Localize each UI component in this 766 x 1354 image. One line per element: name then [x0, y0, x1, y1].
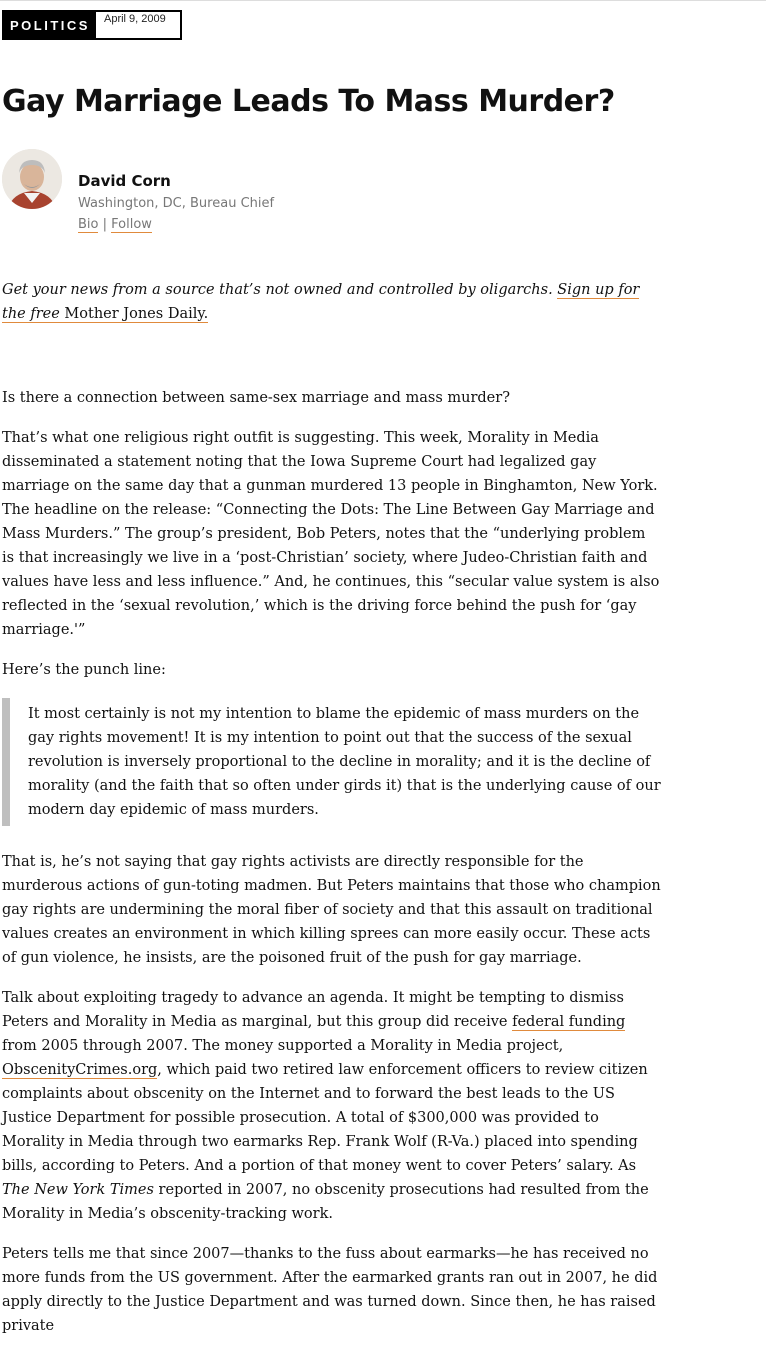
p5-text-c: , which paid two retired law enforcement officers to review citizen complaints about obscenity on the Internet and to forward the best leads to the US Justice Department for possible prosecution. A total of $300,000 was provided to Morality in Media through two earmarks Rep. Frank Wolf (R-Va.) placed into spending bills, according to Peters. And a portion of that money went to cover Peters’ salary. As: [2, 1062, 648, 1174]
author-photo-icon: [2, 149, 62, 209]
p5-text-d: reported in 2007, no obscenity prosecutions had resulted from the Morality in Media’s obscenity-tracking work.: [2, 1182, 649, 1222]
paragraph-4: That is, he’s not saying that gay rights activists are directly responsible for the murderous actions of gun-toting madmen. But Peters maintains that those who champion gay rights are undermining the moral fiber of society and that this assault on traditional values creates an environment in which killing sprees can more easily occur. These acts of gun violence, he insists, are the poisoned fruit of the push for gay marriage.: [2, 854, 661, 966]
bio-link[interactable]: Bio: [78, 217, 99, 232]
category-tag[interactable]: POLITICS: [4, 12, 96, 38]
article-title: Gay Marriage Leads To Mass Murder?: [2, 84, 615, 119]
pull-quote: [2, 698, 662, 826]
author-links: [78, 217, 152, 232]
p5-text-b: from 2005 through 2007. The money supported a Morality in Media project,: [2, 1038, 564, 1054]
paragraph-3: Here’s the punch line:: [2, 662, 166, 678]
follow-link[interactable]: Follow: [111, 217, 152, 232]
nyt-title: The New York Times: [2, 1182, 154, 1198]
federal-funding-link[interactable]: federal funding: [512, 1014, 626, 1030]
author-role: Washington, DC, Bureau Chief: [78, 196, 275, 211]
publish-date: April 9, 2009: [104, 13, 166, 25]
paragraph-1: Is there a connection between same-sex marriage and mass murder?: [2, 390, 510, 406]
quote-text: It most certainly is not my intention to blame the epidemic of mass murders on the gay rights movement! It is my intention to point out that the success of the sexual revolution is inversely proportional to the decline in morality; and it is the decline of morality (and the faith that so often under girds it) that is the underlying cause of our modern day epidemic of mass murders.: [28, 706, 661, 818]
newsletter-promo: [2, 278, 662, 326]
p5-text-a: Talk about exploiting tragedy to advance an agenda. It might be tempting to dismiss Peters and Morality in Media as marginal, but this group did receive: [2, 990, 624, 1030]
paragraph-6: Peters tells me that since 2007—thanks to the fuss about earmarks—he has received no more funds from the US government. After the earmarked grants ran out in 2007, he did apply directly to the Justice Department and was turned down. Since then, he has raised private: [2, 1246, 658, 1334]
signup-link-italic: Sign up for the free: [2, 282, 640, 322]
link-separator: |: [102, 217, 108, 232]
author-name[interactable]: David Corn: [78, 172, 171, 190]
top-divider: [0, 0, 766, 1]
promo-text: Get your news from a source that’s not owned and controlled by oligarchs.: [2, 282, 558, 298]
signup-link-roman: Mother Jones Daily.: [59, 306, 209, 322]
author-avatar[interactable]: [2, 149, 62, 209]
article-meta: [2, 10, 182, 40]
obscenitycrimes-link[interactable]: ObscenityCrimes.org: [2, 1062, 158, 1078]
paragraph-5: [2, 986, 662, 1226]
paragraph-2: That’s what one religious right outfit is suggesting. This week, Morality in Media disseminated a statement noting that the Iowa Supreme Court had legalized gay marriage on the same day that a gunman murdered 13 people in Binghamton, New York. The headline on the release: “Connecting the Dots: The Line Between Gay Marriage and Mass Murders.” The group’s president, Bob Peters, notes that the “underlying problem is that increasingly we live in a ‘post-Christian’ society, where Judeo-Christian faith and values have less and less influence.” And, he continues, this “secular value system is also reflected in the ‘sexual revolution,’ which is the driving force behind the push for ‘gay marriage.'”: [2, 430, 660, 638]
article-body: [2, 278, 662, 1354]
